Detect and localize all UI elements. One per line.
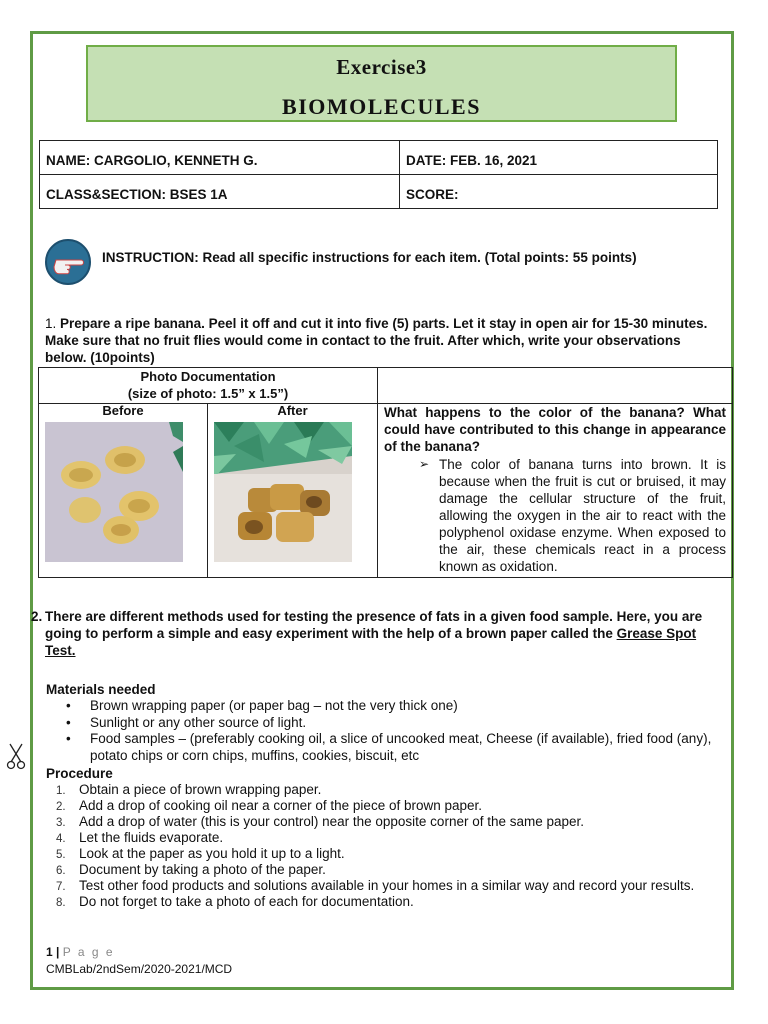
page-separator: | (56, 945, 60, 959)
page-number: 1 (46, 945, 53, 959)
question-1 (45, 315, 715, 366)
step-number: 3. (56, 817, 66, 829)
photo-documentation-title: Photo Documentation (140, 369, 276, 384)
material-item: • Sunlight or any other source of light. (46, 715, 716, 732)
name-cell: NAME: CARGOLIO, KENNETH G. (40, 141, 400, 175)
procedure-step (46, 814, 716, 830)
step-text: Add a drop of water (this is your control) near the opposite corner of the same paper. (79, 814, 585, 829)
procedure-step (46, 862, 716, 878)
step-number: 6. (56, 865, 66, 877)
step-text: Test other food products and solutions available in your homes in a similar way and record your results. (79, 878, 695, 893)
page-word: P a g e (62, 945, 115, 959)
class-section-cell: CLASS&SECTION: BSES 1A (40, 175, 400, 209)
course-code: CMBLab/2ndSem/2020-2021/MCD (46, 962, 233, 976)
banana-after-photo (214, 422, 352, 562)
procedure-heading: Procedure (46, 766, 113, 781)
photo-documentation-table (38, 367, 733, 578)
procedure-step (46, 782, 716, 798)
before-cell (39, 404, 208, 578)
procedure-step (46, 798, 716, 814)
question-1-text: Prepare a ripe banana. Peel it off and cut it into five (5) parts. Let it stay in open air for 15-30 minutes. Make sure that no fruit flies would come in contact to the fruit. After which, write your observations below. (10points) (45, 316, 708, 365)
step-number: 5. (56, 849, 66, 861)
step-text: Let the fluids evaporate. (79, 830, 224, 845)
step-number: 2. (56, 801, 66, 813)
procedure-step (46, 894, 716, 910)
score-cell: SCORE: (400, 175, 718, 209)
procedure-step (46, 878, 716, 894)
after-label: After (277, 403, 308, 418)
date-cell: DATE: FEB. 16, 2021 (400, 141, 718, 175)
step-number: 7. (56, 881, 66, 893)
banana-before-photo (45, 422, 183, 562)
question-1-number: 1. (45, 316, 57, 331)
grease-spot-test-link: Grease Spot Test. (45, 626, 697, 658)
step-text: Do not forget to take a photo of each for documentation. (79, 894, 414, 909)
instruction-text: INSTRUCTION: Read all specific instructions for each item. (Total points: 55 points) (102, 250, 637, 265)
title-box (86, 45, 677, 122)
step-number: 1. (56, 785, 66, 797)
procedure-step (46, 830, 716, 846)
arrow-bullet-icon: ➢ (418, 457, 429, 471)
material-item: • Food samples – (preferably cooking oil, a slice of uncooked meat, Cheese (if available), fried food (any), potato chips or corn chips, muffins, cookies, biscuit, etc (46, 731, 716, 764)
step-text: Obtain a piece of brown wrapping paper. (79, 782, 322, 797)
banana-answer-text: The color of banana turns into brown. It is because when the fruit is cut or bruised, it may damage the cellular structure of the fruit, allowing the oxygen in the air to react with the polyphenol oxidase enzyme. When exposed to the air, these chemicals react in a process known as oxidation. (439, 457, 726, 574)
question-2-number: 2. (31, 609, 43, 624)
scissors-icon (6, 740, 26, 772)
page-footer (46, 944, 232, 978)
photo-size-note: (size of photo: 1.5” x 1.5”) (127, 386, 289, 401)
material-item: • Brown wrapping paper (or paper bag – not the very thick one) (46, 698, 716, 715)
exercise-subtitle: BIOMOLECULES (282, 94, 481, 119)
procedure-step (46, 846, 716, 862)
pointing-hand-icon (45, 239, 91, 285)
materials-list (46, 698, 716, 764)
question-2-text: There are different methods used for testing the presence of fats in a given food sample. Here, you are going to perform a simple and easy experiment with the help of a brown paper called the (45, 609, 703, 641)
step-text: Document by taking a photo of the paper. (79, 862, 326, 877)
procedure-list (46, 782, 716, 910)
step-text: Add a drop of cooking oil near a corner of the piece of brown paper. (79, 798, 483, 813)
after-cell (208, 404, 378, 578)
page-indicator (46, 944, 232, 961)
banana-question: What happens to the color of the banana? What could have contributed to this change in appearance of the banana? (384, 405, 726, 454)
photo-documentation-header (39, 368, 378, 404)
blank-header-cell (378, 368, 733, 404)
before-label: Before (102, 403, 144, 418)
step-number: 4. (56, 833, 66, 845)
exercise-title: Exercise3 (336, 55, 427, 79)
info-table (39, 140, 718, 209)
question-answer-cell (378, 404, 733, 578)
step-number: 8. (56, 897, 66, 909)
materials-heading: Materials needed (46, 682, 156, 697)
step-text: Look at the paper as you hold it up to a light. (79, 846, 345, 861)
question-2 (31, 608, 715, 659)
banana-answer (384, 456, 726, 575)
